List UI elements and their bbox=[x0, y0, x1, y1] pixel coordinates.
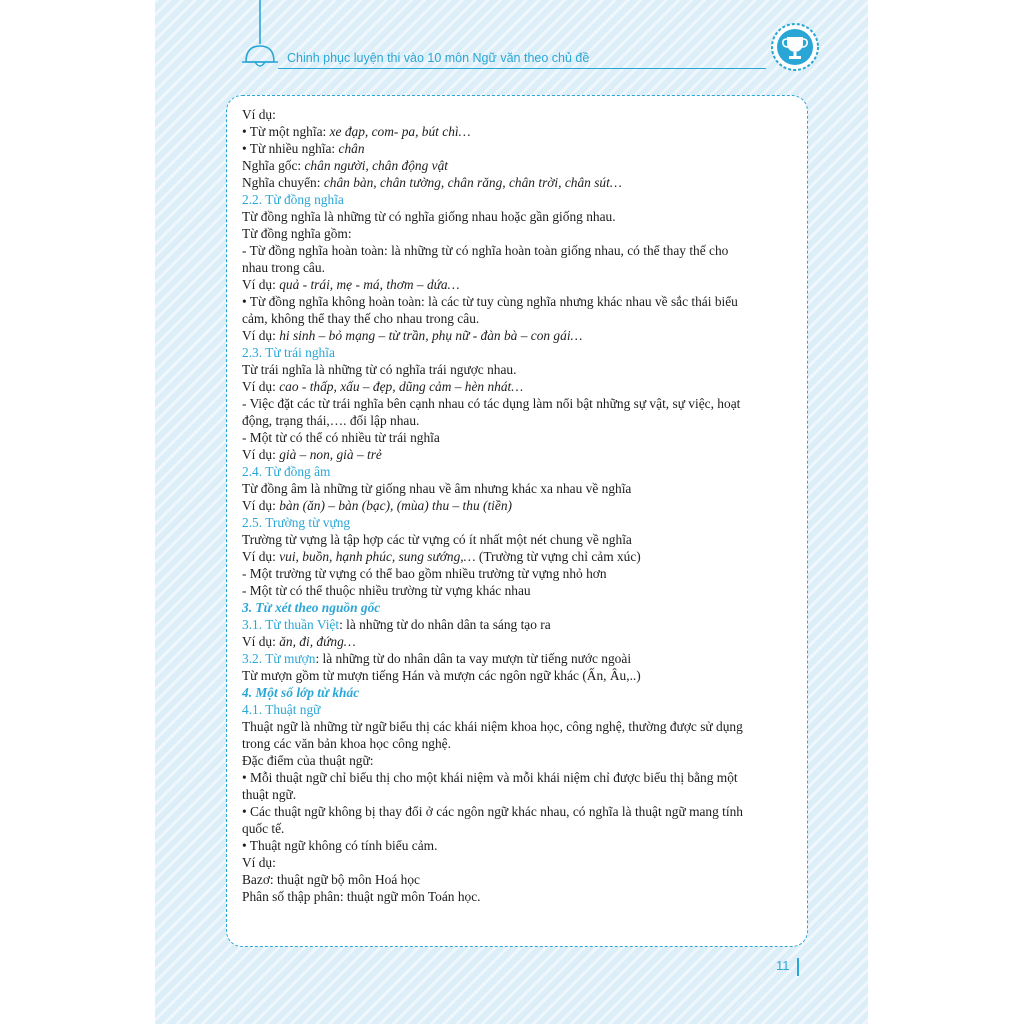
text-span: chân bàn, chân tường, chân răng, chân trời, chân sút… bbox=[323, 175, 622, 190]
text-line bbox=[242, 531, 798, 548]
text-line bbox=[242, 752, 798, 769]
text-span: Ví dụ: bbox=[242, 855, 276, 870]
section-heading: 3. Từ xét theo nguồn gốc bbox=[242, 600, 381, 615]
text-line bbox=[242, 701, 798, 718]
text-span: Ví dụ: bbox=[242, 277, 280, 292]
text-span: - Từ đồng nghĩa hoàn toàn: là những từ có nghĩa hoàn toàn giống nhau, có thể thay thế cho bbox=[242, 243, 729, 258]
text-span: : là những từ do nhân dân ta vay mượn từ tiếng nước ngoài bbox=[315, 651, 632, 666]
text-line bbox=[242, 106, 798, 123]
text-line bbox=[242, 140, 798, 157]
text-line bbox=[242, 871, 798, 888]
text-line bbox=[242, 854, 798, 871]
text-line bbox=[242, 242, 798, 259]
section-heading: 2.4. Từ đồng âm bbox=[242, 464, 331, 479]
text-span: Phân số thập phân: thuật ngữ môn Toán học. bbox=[242, 889, 481, 904]
text-span: quả - trái, mẹ - má, thơm – dứa… bbox=[279, 277, 460, 292]
text-line bbox=[242, 361, 798, 378]
text-line bbox=[242, 667, 798, 684]
running-header-title: Chinh phục luyện thi vào 10 môn Ngữ văn theo chủ đề bbox=[287, 51, 590, 65]
text-line bbox=[242, 497, 798, 514]
text-line bbox=[242, 191, 798, 208]
text-span: già – non, già – trẻ bbox=[279, 447, 382, 462]
text-line bbox=[242, 378, 798, 395]
text-line bbox=[242, 157, 798, 174]
text-line bbox=[242, 616, 798, 633]
text-line bbox=[242, 786, 798, 803]
text-span: - Một từ có thể thuộc nhiều trường từ vựng khác nhau bbox=[242, 583, 531, 598]
text-line bbox=[242, 344, 798, 361]
text-span: Đặc điểm của thuật ngữ: bbox=[242, 753, 374, 768]
text-line bbox=[242, 446, 798, 463]
text-span: Ví dụ: bbox=[242, 328, 280, 343]
section-heading: 4.1. Thuật ngữ bbox=[242, 702, 321, 717]
text-line bbox=[242, 463, 798, 480]
text-span: xe đạp, com- pa, bút chì… bbox=[329, 124, 471, 139]
text-line bbox=[242, 259, 798, 276]
text-span: động, trạng thái,…. đối lập nhau. bbox=[242, 413, 420, 428]
text-span: ăn, đi, đứng… bbox=[279, 634, 356, 649]
text-span: cao - thấp, xấu – đẹp, dũng cảm – hèn nhát… bbox=[279, 379, 524, 394]
text-line bbox=[242, 395, 798, 412]
text-span: nhau trong câu. bbox=[242, 260, 325, 275]
text-line bbox=[242, 837, 798, 854]
text-line bbox=[242, 769, 798, 786]
text-line bbox=[242, 310, 798, 327]
text-span: Nghĩa chuyển: bbox=[242, 175, 324, 190]
header-rule bbox=[278, 68, 766, 69]
text-span: cảm, không thể thay thế cho nhau trong câu. bbox=[242, 311, 480, 326]
text-span: : là những từ do nhân dân ta sáng tạo ra bbox=[339, 617, 551, 632]
text-span: Ví dụ: bbox=[242, 634, 280, 649]
trophy-icon bbox=[770, 22, 820, 72]
text-line bbox=[242, 276, 798, 293]
text-span: Ví dụ: bbox=[242, 447, 280, 462]
text-span: bàn (ăn) – bàn (bạc), (mùa) thu – thu (tiền) bbox=[279, 498, 513, 513]
text-span: • Từ nhiều nghĩa: bbox=[242, 141, 339, 156]
text-line bbox=[242, 735, 798, 752]
text-span: • Thuật ngữ không có tính biểu cảm. bbox=[242, 838, 438, 853]
text-line bbox=[242, 548, 798, 565]
text-line bbox=[242, 293, 798, 310]
text-line bbox=[242, 803, 798, 820]
text-span: trong các văn bản khoa học công nghệ. bbox=[242, 736, 451, 751]
text-line bbox=[242, 684, 798, 701]
text-span: hi sinh – bỏ mạng – từ trần, phụ nữ - đàn bà – con gái… bbox=[279, 328, 583, 343]
text-line bbox=[242, 582, 798, 599]
text-span: • Các thuật ngữ không bị thay đổi ở các ngôn ngữ khác nhau, có nghĩa là thuật ngữ mang tính bbox=[242, 804, 743, 819]
text-line bbox=[242, 718, 798, 735]
text-span: chân người, chân động vật bbox=[304, 158, 448, 173]
text-line bbox=[242, 650, 798, 667]
text-line bbox=[242, 633, 798, 650]
text-line bbox=[242, 123, 798, 140]
page-number-bar bbox=[797, 958, 799, 976]
text-span: Ví dụ: bbox=[242, 549, 280, 564]
body-text bbox=[242, 106, 798, 905]
text-span: vui, buồn, hạnh phúc, sung sướng,… bbox=[279, 549, 476, 564]
text-line bbox=[242, 429, 798, 446]
text-span: chân bbox=[338, 141, 365, 156]
text-line bbox=[242, 412, 798, 429]
text-span: Từ mượn gồm từ mượn tiếng Hán và mượn các ngôn ngữ khác (Ấn, Âu,..) bbox=[242, 668, 641, 683]
text-span: (Trường từ vựng chỉ cảm xúc) bbox=[475, 549, 641, 564]
text-span: Từ đồng nghĩa là những từ có nghĩa giống nhau hoặc gần giống nhau. bbox=[242, 209, 616, 224]
text-line bbox=[242, 327, 798, 344]
section-heading: 2.5. Trường từ vựng bbox=[242, 515, 351, 530]
text-line bbox=[242, 174, 798, 191]
text-line bbox=[242, 208, 798, 225]
text-line bbox=[242, 599, 798, 616]
text-span: Ví dụ: bbox=[242, 107, 276, 122]
section-heading: 2.3. Từ trái nghĩa bbox=[242, 345, 335, 360]
text-line bbox=[242, 225, 798, 242]
text-span: thuật ngữ. bbox=[242, 787, 297, 802]
section-heading: 4. Một số lớp từ khác bbox=[242, 685, 360, 700]
text-span: Trường từ vựng là tập hợp các từ vựng có ít nhất một nét chung về nghĩa bbox=[242, 532, 632, 547]
text-line bbox=[242, 480, 798, 497]
text-span: Thuật ngữ là những từ ngữ biểu thị các khái niệm khoa học, công nghệ, thường được sử dụng bbox=[242, 719, 743, 734]
text-span: quốc tế. bbox=[242, 821, 285, 836]
text-span: - Một từ có thể có nhiều từ trái nghĩa bbox=[242, 430, 440, 445]
text-span: Ví dụ: bbox=[242, 379, 280, 394]
text-line bbox=[242, 514, 798, 531]
text-span: Ví dụ: bbox=[242, 498, 280, 513]
text-span: Bazơ: thuật ngữ bộ môn Hoá học bbox=[242, 872, 420, 887]
text-span: • Từ đồng nghĩa không hoàn toàn: là các từ tuy cùng nghĩa nhưng khác nhau về sắc thái biểu bbox=[242, 294, 738, 309]
text-span: Nghĩa gốc: bbox=[242, 158, 305, 173]
text-line bbox=[242, 820, 798, 837]
section-heading: 3.2. Từ mượn bbox=[242, 651, 316, 666]
text-line bbox=[242, 888, 798, 905]
text-span: - Một trường từ vựng có thể bao gồm nhiều trường từ vựng nhỏ hơn bbox=[242, 566, 607, 581]
section-heading: 3.1. Từ thuần Việt bbox=[242, 617, 340, 632]
hanging-lamp-icon bbox=[240, 0, 280, 80]
text-span: Từ đồng âm là những từ giống nhau về âm nhưng khác xa nhau về nghĩa bbox=[242, 481, 632, 496]
page-number: 11 bbox=[776, 958, 790, 973]
text-span: • Mỗi thuật ngữ chỉ biểu thị cho một khái niệm và mỗi khái niệm chỉ được biểu thị bằng một bbox=[242, 770, 738, 785]
section-heading: 2.2. Từ đồng nghĩa bbox=[242, 192, 344, 207]
text-span: Từ đồng nghĩa gồm: bbox=[242, 226, 352, 241]
text-line bbox=[242, 565, 798, 582]
text-span: Từ trái nghĩa là những từ có nghĩa trái ngược nhau. bbox=[242, 362, 517, 377]
text-span: • Từ một nghĩa: bbox=[242, 124, 330, 139]
text-span: - Việc đặt các từ trái nghĩa bên cạnh nhau có tác dụng làm nổi bật những sự vật, sự việc, hoạt bbox=[242, 396, 741, 411]
